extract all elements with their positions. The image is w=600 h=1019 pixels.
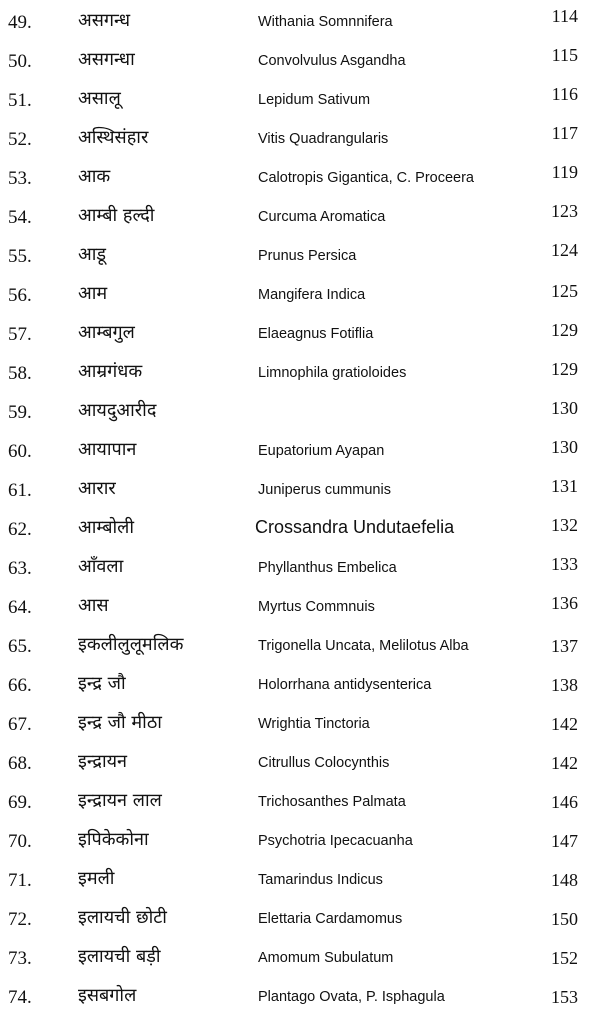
hindi-name: इलायची छोटी xyxy=(78,907,167,928)
hindi-name: आस xyxy=(78,595,109,616)
page-number: 142 xyxy=(551,714,578,734)
entry-number: 73. xyxy=(8,948,32,969)
entry-number: 62. xyxy=(8,519,32,540)
index-entry xyxy=(0,160,600,199)
page-number: 130 xyxy=(551,398,578,418)
entry-number: 65. xyxy=(8,636,32,657)
botanical-name: Elaeagnus Fotiflia xyxy=(258,326,374,342)
page-number: 131 xyxy=(551,476,578,496)
hindi-name: आम xyxy=(78,283,108,304)
botanical-name: Calotropis Gigantica, C. Proceera xyxy=(258,170,474,186)
page-number: 115 xyxy=(551,45,578,65)
index-entry xyxy=(0,940,600,979)
entry-number: 70. xyxy=(8,831,32,852)
entry-number: 54. xyxy=(8,207,32,228)
index-entry xyxy=(0,199,600,238)
index-entry xyxy=(0,43,600,82)
botanical-name: Amomum Subulatum xyxy=(258,950,394,966)
botanical-name: Convolvulus Asgandha xyxy=(258,53,406,69)
index-entry xyxy=(0,511,600,550)
entry-number: 60. xyxy=(8,441,32,462)
botanical-name: Citrullus Colocynthis xyxy=(258,755,390,771)
page-number: 130 xyxy=(551,437,578,457)
hindi-name: आम्बोली xyxy=(78,517,135,538)
page-number: 136 xyxy=(551,593,578,613)
entry-number: 51. xyxy=(8,90,32,111)
hindi-name: आँवला xyxy=(78,556,124,577)
page-number: 150 xyxy=(551,909,578,929)
index-entry xyxy=(0,82,600,121)
page-number: 133 xyxy=(551,554,578,574)
botanical-name: Juniperus cummunis xyxy=(258,482,391,498)
index-entry xyxy=(0,394,600,433)
page-number: 129 xyxy=(551,359,578,379)
hindi-name: असालू xyxy=(78,88,121,109)
hindi-name: इन्द्र जौ मीठा xyxy=(78,712,162,733)
page-number: 124 xyxy=(551,240,578,260)
hindi-name: आम्बी हल्दी xyxy=(78,205,155,226)
index-entry xyxy=(0,4,600,43)
entry-number: 53. xyxy=(8,168,32,189)
botanical-name: Holorrhana antidysenterica xyxy=(258,677,432,693)
page-number: 152 xyxy=(551,948,578,968)
page-number: 114 xyxy=(551,6,578,26)
index-entry xyxy=(0,316,600,355)
hindi-name: अस्थिसंहार xyxy=(78,127,149,148)
page-number: 123 xyxy=(551,201,578,221)
botanical-name: Vitis Quadrangularis xyxy=(258,131,389,147)
entry-number: 66. xyxy=(8,675,32,696)
entry-number: 64. xyxy=(8,597,32,618)
hindi-name: असगन्ध xyxy=(78,10,131,31)
hindi-name: इलायची बड़ी xyxy=(78,946,161,967)
index-entry xyxy=(0,472,600,511)
entry-number: 55. xyxy=(8,246,32,267)
entry-number: 71. xyxy=(8,870,32,891)
hindi-name: आयदुआरीद xyxy=(78,400,157,421)
entry-number: 59. xyxy=(8,402,32,423)
entry-number: 52. xyxy=(8,129,32,150)
page-number: 142 xyxy=(551,753,578,773)
page-number: 132 xyxy=(551,515,578,535)
botanical-name: Mangifera Indica xyxy=(258,287,366,303)
index-entry xyxy=(0,667,600,706)
entry-number: 50. xyxy=(8,51,32,72)
hindi-name: आम्रगंधक xyxy=(78,361,143,382)
index-entry xyxy=(0,901,600,940)
botanical-name: Trigonella Uncata, Melilotus Alba xyxy=(258,638,469,654)
hindi-name: इन्द्रायन xyxy=(78,751,128,772)
page-number: 129 xyxy=(551,320,578,340)
index-entry xyxy=(0,238,600,277)
page-number: 137 xyxy=(551,636,578,656)
hindi-name: आडू xyxy=(78,244,107,265)
entry-number: 74. xyxy=(8,987,32,1008)
index-entry xyxy=(0,979,600,1018)
page-number: 125 xyxy=(551,281,578,301)
botanical-name: Prunus Persica xyxy=(258,248,357,264)
entry-number: 58. xyxy=(8,363,32,384)
botanical-name: Myrtus Commnuis xyxy=(258,599,375,615)
index-entry xyxy=(0,628,600,667)
index-entry xyxy=(0,784,600,823)
page-number: 119 xyxy=(551,162,578,182)
index-entry xyxy=(0,823,600,862)
page-number: 116 xyxy=(551,84,578,104)
hindi-name: इकलीलुलूमलिक xyxy=(78,634,184,655)
botanical-name: Curcuma Aromatica xyxy=(258,209,386,225)
entry-number: 67. xyxy=(8,714,32,735)
hindi-name: आरार xyxy=(78,478,116,499)
botanical-name: Tamarindus Indicus xyxy=(258,872,383,888)
hindi-name: इमली xyxy=(78,868,115,889)
hindi-name: आम्बगुल xyxy=(78,322,135,343)
botanical-name: Trichosanthes Palmata xyxy=(258,794,406,810)
hindi-name: इन्द्र जौ xyxy=(78,673,126,694)
botanical-name: Phyllanthus Embelica xyxy=(258,560,397,576)
hindi-name: असगन्धा xyxy=(78,49,135,70)
index-entry xyxy=(0,277,600,316)
botanical-name: Lepidum Sativum xyxy=(258,92,371,108)
index-entry xyxy=(0,589,600,628)
index-entry xyxy=(0,745,600,784)
entry-number: 61. xyxy=(8,480,32,501)
entry-number: 68. xyxy=(8,753,32,774)
hindi-name: आक xyxy=(78,166,111,187)
hindi-name: इन्द्रायन लाल xyxy=(78,790,162,811)
index-entry xyxy=(0,121,600,160)
botanical-name: Elettaria Cardamomus xyxy=(258,911,403,927)
hindi-name: आयापान xyxy=(78,439,137,460)
botanical-name: Psychotria Ipecacuanha xyxy=(258,833,413,849)
page-number: 153 xyxy=(551,987,578,1007)
hindi-name: इपिकेकोना xyxy=(78,829,149,850)
entry-number: 69. xyxy=(8,792,32,813)
page-number: 117 xyxy=(551,123,578,143)
botanical-name: Limnophila gratioloides xyxy=(258,365,407,381)
botanical-name: Withania Somnnifera xyxy=(258,14,393,30)
page-number: 138 xyxy=(551,675,578,695)
page-number: 147 xyxy=(551,831,578,851)
botanical-name: Eupatorium Ayapan xyxy=(258,443,385,459)
index-entry xyxy=(0,550,600,589)
index-entry xyxy=(0,433,600,472)
entry-number: 72. xyxy=(8,909,32,930)
index-entry xyxy=(0,862,600,901)
index-entry xyxy=(0,706,600,745)
entry-number: 56. xyxy=(8,285,32,306)
index-entry xyxy=(0,355,600,394)
hindi-name: इसबगोल xyxy=(78,985,137,1006)
entry-number: 49. xyxy=(8,12,32,33)
entry-number: 57. xyxy=(8,324,32,345)
entry-number: 63. xyxy=(8,558,32,579)
page-number: 148 xyxy=(551,870,578,890)
botanical-name: Crossandra Undutaefelia xyxy=(255,517,455,537)
botanical-name: Wrightia Tinctoria xyxy=(258,716,370,732)
page-number: 146 xyxy=(551,792,578,812)
botanical-name: Plantago Ovata, P. Isphagula xyxy=(258,989,445,1005)
